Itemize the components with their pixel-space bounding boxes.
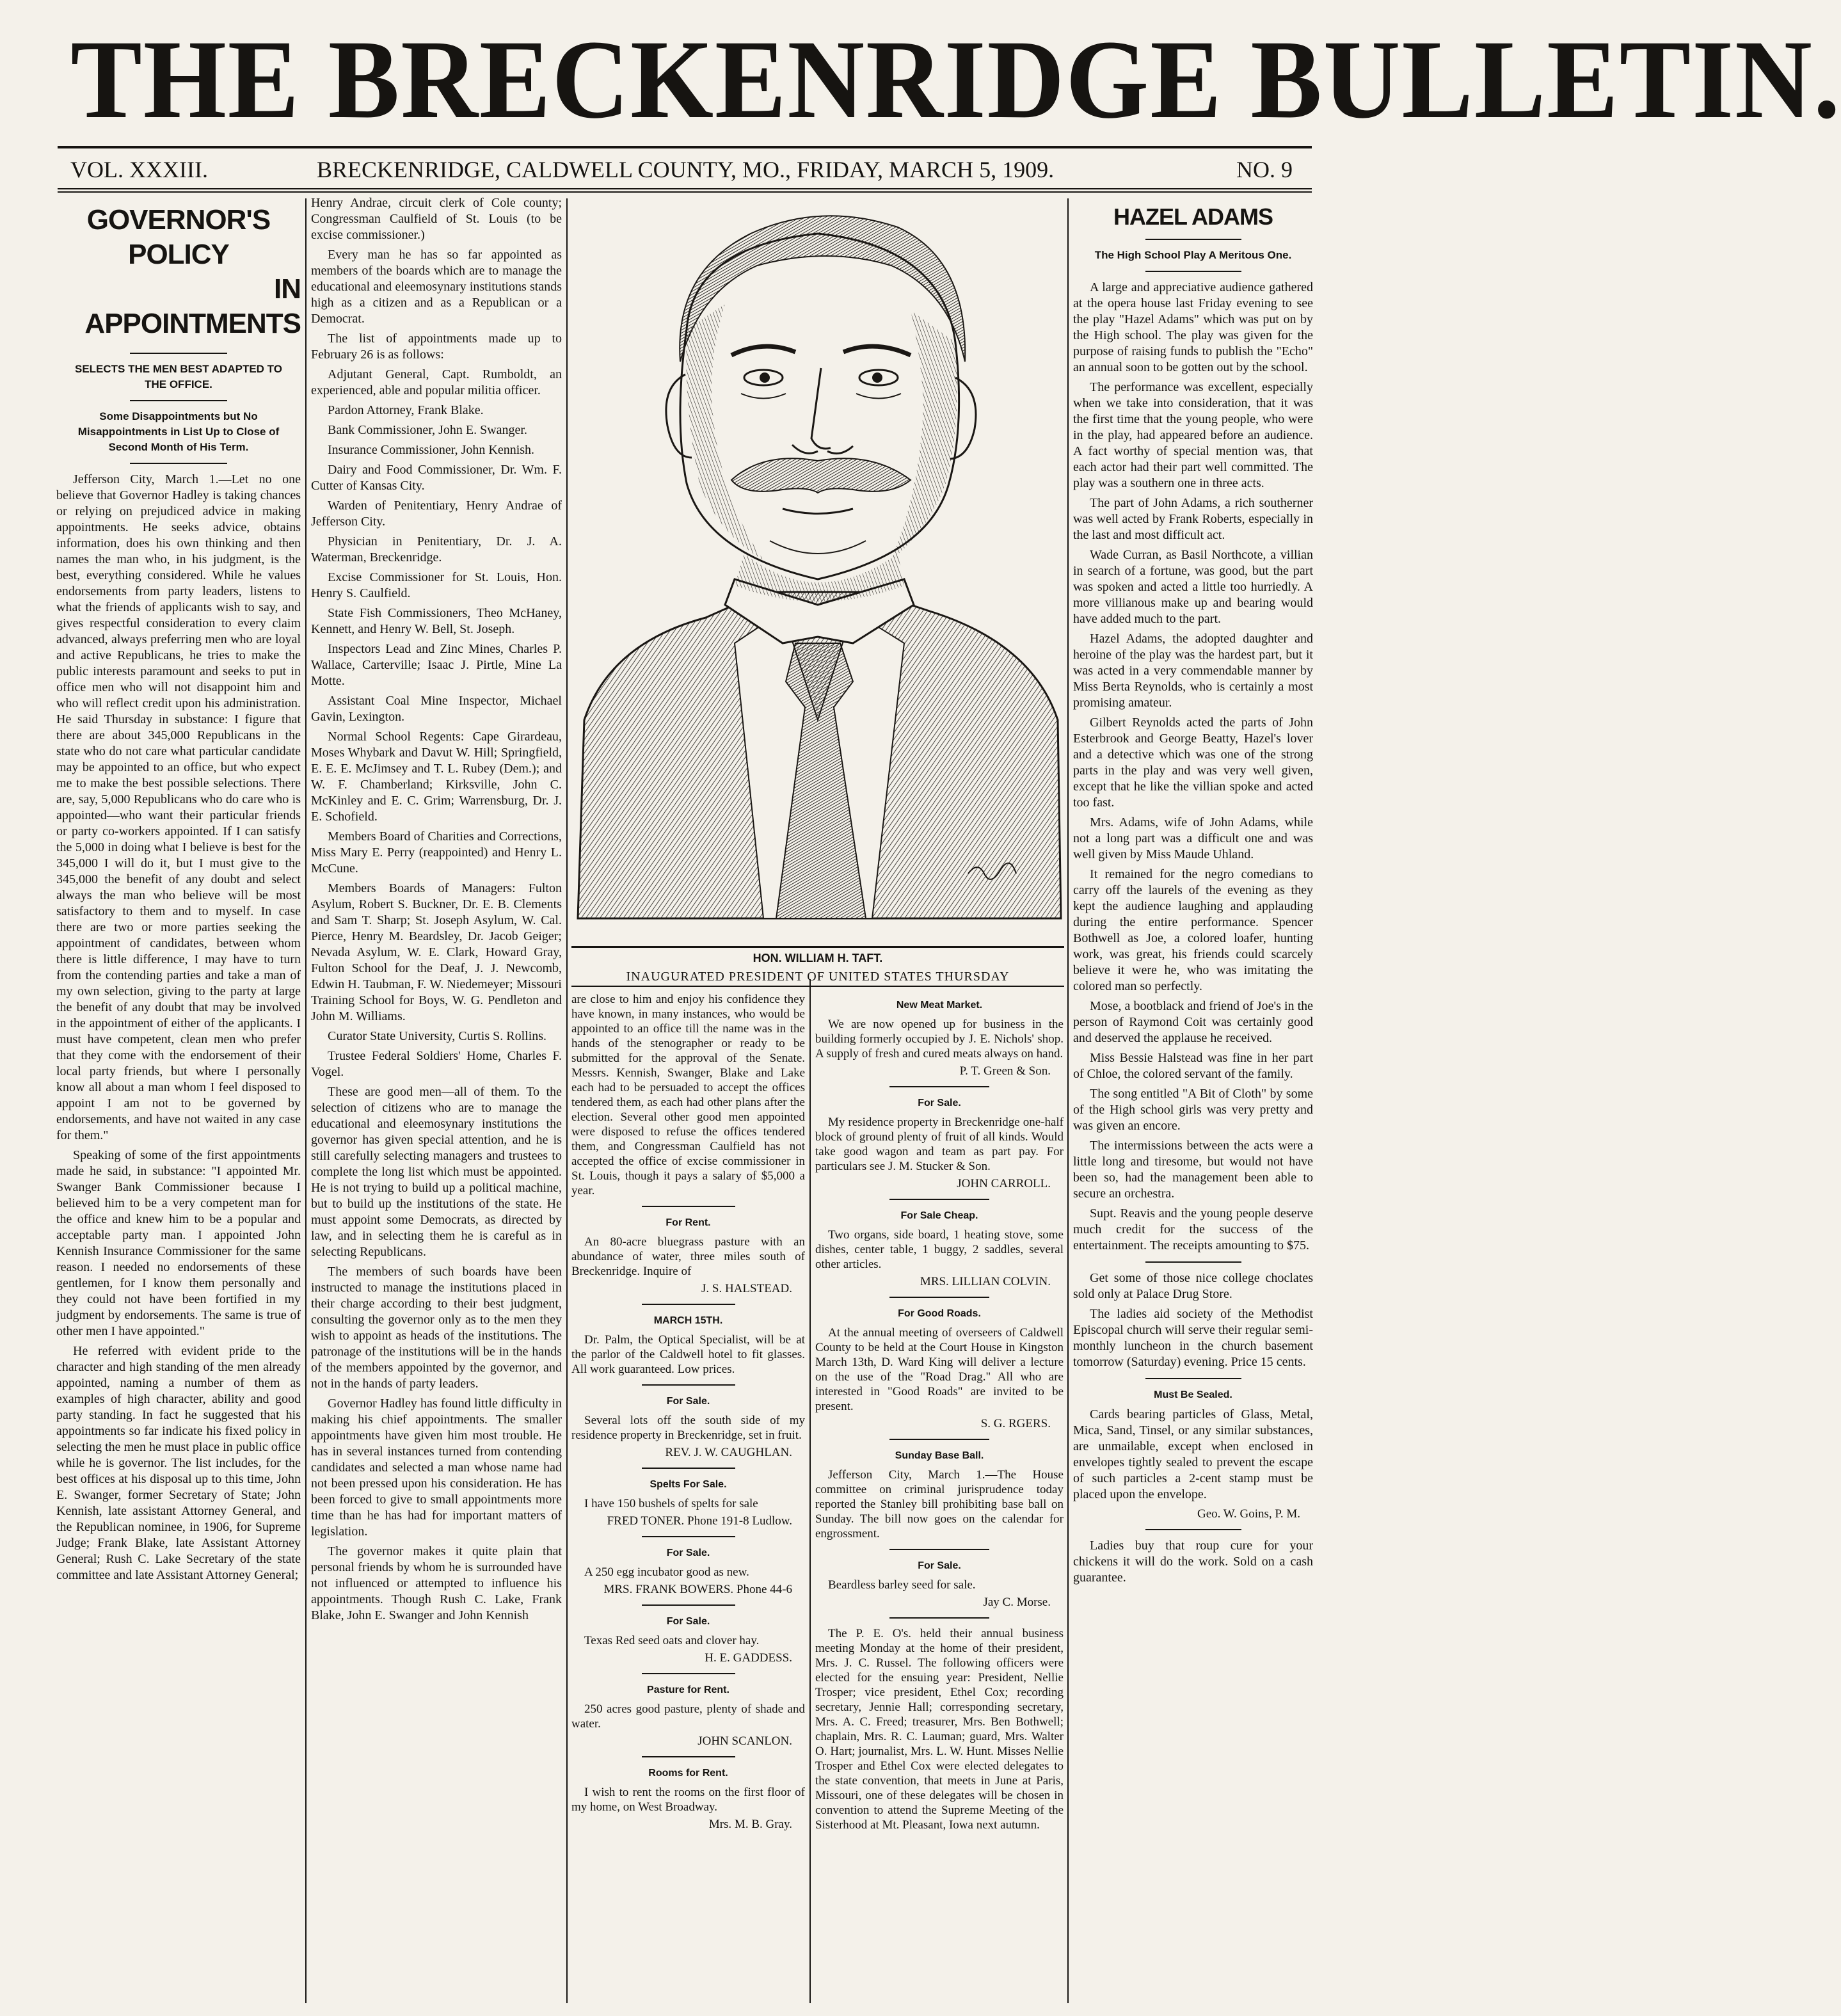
column-divider	[305, 198, 307, 2003]
article-paragraph: Mrs. Adams, wife of John Adams, while not a long part was a difficult one and was well given by Miss Maude Uhland.	[1073, 815, 1313, 861]
ad-heading: For Sale.	[918, 1098, 961, 1108]
subheadline: SELECTS THE MEN BEST ADAPTED TO THE OFFICE.	[75, 363, 282, 390]
ad-signature: JOHN CARROLL.	[957, 1177, 1051, 1190]
divider	[1145, 271, 1241, 272]
divider	[1145, 1261, 1241, 1263]
divider	[642, 1304, 735, 1305]
article-paragraph: Jefferson City, March 1.—Let no one believe that Governor Hadley is taking chances or relying on prejudiced advice in making appointments. He seeks advice, obtains information, does his own thinking and then names the man who, in his judgment, is the best, everything considered. While he values endorsements from party leaders, listens to what the friends of applicants wish to say, and gives respectful consideration to every claim advanced, always preferring men who are loyal and active Republicans, he tries to make the public interests paramount and seeks to put in office men who will not disappoint him and who will reflect credit upon his administration. He said Thursday in substance: I figure that there are about 345,000 Republicans in the state who do not care what particular candidate may be appointed to an office, but who expect me to make the best possible selections. There are, say, 5,000 Republicans who do care who is appointed—who want their particular friends or party co-workers appointed. If I can satisfy the 5,000 in doing what I believe is best for the 345,000 I will do it, but I must give to the 345,000 the benefit of any doubt and select always the man who believe will be most satisfactory to them and to myself. In case there are two or more parties seeking the appointment of candidates, between whom there is little difference, I may have to turn from the contending parties and take a man of my own selection, giving to the party at large the benefit of any doubt that may be involved in the appointment of either of the applicants. I must have competent, clean men who prefer that they come with the endorsement of their local party friends, but where I personally know all about a man whom I feel disposed to appoint I am not to be governed by endorsements, and have not waited in any case for them."	[56, 472, 301, 1142]
article-paragraph: Every man he has so far appointed as members of the boards which are to manage the educational and eleemosynary institutions stands high as a citizen and as a Republican or a Democrat.	[311, 248, 562, 326]
appointment-entry: State Fish Commissioners, Theo McHaney, Kennett, and Henry W. Bell, St. Joseph.	[311, 606, 562, 636]
ad-signature: MRS. FRANK BOWERS. Phone 44-6	[603, 1583, 792, 1596]
ad-body: We are now opened up for business in the building formerly occupied by J. E. Nichols' shop. A supply of fresh and cured meats always on hand.	[815, 1018, 1064, 1060]
article-paragraph: Supt. Reavis and the young people deserve much credit for the success of the entertainment. The receipts amounting to $75.	[1073, 1206, 1313, 1252]
ad-signature: Jay C. Morse.	[983, 1596, 1051, 1609]
column-divider	[566, 198, 568, 2003]
peo-meeting-item: The P. E. O's. held their annual business meeting Monday at the home of their president, Mrs. J. C. Russel. The following officers were elected for the ensuing year: President, Nellie Trosper; vice president, Ethel Cox; recording secretary, Jennie Hall; corresponding secretary, Mrs. A. C. Freed; treasurer, Mrs. Ben Bothwell; chaplain, Mrs. R. C. Lauman; guard, Mrs. Walter O. Hart; journalist, Mrs. L. W. Hunt. Misses Nellie Trosper and Ethel Cox were elected delegates to the state convention, that meets in June at Paris, Missouri, one of these delegates will be chosen in convention to attend the Supreme Meeting of the Sisterhood at Mt. Pleasant, Iowa next autumn.	[815, 1627, 1064, 1832]
ad-body: I have 150 bushels of spelts for sale	[584, 1497, 758, 1510]
volume-number: VOL. XXXIII.	[70, 157, 208, 182]
taft-portrait-engraving	[571, 195, 1064, 947]
issue-number: NO. 9	[1236, 157, 1293, 182]
appointment-entry: Normal School Regents: Cape Girardeau, Moses Whybark and Davut W. Hill; Springfield, E. E. E. McJimsey and T. L. Rubey (Dem.); and W. F. Chamberland; Kirksville, John C. McKinley and E. C. Grim; Warrensburg, Dr. J. E. Schofield.	[311, 730, 562, 824]
ad-heading: Pasture for Rent.	[647, 1684, 729, 1695]
ad-signature: P. T. Green & Son.	[959, 1064, 1051, 1078]
divider	[889, 1297, 989, 1298]
masthead-rule-top	[58, 146, 1312, 148]
appointment-entry: Trustee Federal Soldiers' Home, Charles F. Vogel.	[311, 1049, 562, 1079]
ad-heading: For Good Roads.	[898, 1308, 981, 1319]
column-classifieds-left	[571, 992, 805, 2003]
ad-signature: S. G. RGERS.	[980, 1417, 1051, 1430]
article-paragraph: These are good men—all of them. To the selection of citizens who are to manage the educational and eleemosynary institutions the governor has given special attention, and he is still carefully selecting managers and trustees to complete the long list which must be appointed. He is not trying to build up a political machine, but to build up the institutions of the state. He must appoint some Democrats, as directed by law, and in selecting them he is careful as in selecting Republicans.	[311, 1085, 562, 1259]
ad-body: Several lots off the south side of my residence property in Breckenridge, set in fruit.	[571, 1414, 805, 1442]
divider	[889, 1086, 989, 1087]
ad-body: Beardless barley seed for sale.	[828, 1578, 976, 1592]
appointment-entry: Pardon Attorney, Frank Blake.	[328, 403, 484, 417]
article-paragraph: The members of such boards have been instructed to manage the institutions placed in their charge according to their best judgment, consulting the governor only as to the men they wish to appoint as heads of the institutions. The patronage of the institutions will be in the hands of the members appointed by the governor, and not in the hands of party leaders.	[311, 1265, 562, 1391]
ad-signature: H. E. GADDESS.	[705, 1651, 792, 1665]
place-date: BRECKENRIDGE, CALDWELL COUNTY, MO., FRIDAY, MARCH 5, 1909.	[317, 157, 1055, 182]
caption-rule-bottom	[571, 986, 1064, 987]
article-paragraph: The intermissions between the acts were a little long and tiresome, but would not have been so, had the management been able to secure an orchestra.	[1073, 1139, 1313, 1201]
column-hazel-adams	[1073, 195, 1313, 2003]
ad-body: At the annual meeting of overseers of Caldwell County to be held at the Court House in Kingston March 13th, D. Ward King will deliver a lecture on the use of the "Road Drag." All who are interested in "Good Roads" are invited to be present.	[815, 1326, 1064, 1413]
appointment-entry: Dairy and Food Commissioner, Dr. Wm. F. Cutter of Kansas City.	[311, 463, 562, 493]
headline-line-2: IN APPOINTMENTS	[84, 273, 301, 339]
ad-signature: JOHN SCANLON.	[697, 1734, 792, 1748]
appointment-entry: Inspectors Lead and Zinc Mines, Charles P. Wallace, Carterville; Isaac J. Pirtle, Mine La Motte.	[311, 642, 562, 688]
appointment-entry: Bank Commissioner, John E. Swanger.	[328, 423, 527, 437]
divider	[1145, 1529, 1241, 1530]
divider	[889, 1439, 989, 1440]
local-item: Ladies buy that roup cure for your chickens it will do the work. Sold on a cash guarantee.	[1073, 1539, 1313, 1585]
ad-body: Texas Red seed oats and clover hay.	[584, 1634, 760, 1647]
divider	[130, 463, 228, 464]
ad-heading: For Sale.	[666, 1548, 710, 1558]
column-appointments-list	[311, 195, 562, 2003]
column-divider	[1067, 198, 1069, 2003]
article-paragraph: Speaking of some of the first appointments made he said, in substance: "I appointed Mr. Swanger Bank Commissioner because I believed him to be a very competent man for the office and knew him to be a popular and acceptable party man. I appointed John Kennish Insurance Commissioner for the same reason. I needed no endorsements of these gentlemen, for I know them personally and they could not have been fortified in my judgment by endorsements. The same is true of other men I have appointed."	[56, 1148, 301, 1338]
headline: HAZEL ADAMS	[1113, 204, 1273, 230]
divider	[642, 1384, 735, 1386]
appointment-entry: Excise Commissioner for St. Louis, Hon. Henry S. Caulfield.	[311, 570, 562, 600]
article-paragraph: Wade Curran, as Basil Northcote, a villian in search of a fortune, was good, but the part was spoken and acted a little too hurriedly. A more villianous make up and bearing would have added much to the part.	[1073, 548, 1313, 626]
subheadline: The High School Play A Meritous One.	[1094, 249, 1292, 261]
ad-signature: REV. J. W. CAUGHLAN.	[665, 1446, 792, 1459]
article-paragraph: are close to him and enjoy his confidence they have known, in many instances, who would be appointed to an office till the name was in the hands of the stenographer or ready to be submitted for the approval of the Senate. Messrs. Kennish, Swanger, Blake and Lake each had to be persuaded to accept the offices tendered them, as each had other plans after the election. Several other good men appointed were disposed to refuse the offices tendered them, and Congressman Caulfield has not accepted the office of excise commissioner in St. Louis, though it pays a salary of $5,000 a year.	[571, 993, 805, 1197]
appointment-entry: Members Boards of Managers: Fulton Asylum, Robert S. Buckner, Dr. E. B. Clements and Sam T. Sharp; St. Joseph Asylum, W. Cal. Pierce, Henry M. Beardsley, Dr. Jacob Geiger; Nevada Asylum, W. E. Clark, Howard Gray, Fulton School for the Deaf, J. J. Newcomb, Edwin H. Taubman, F. W. Niedemeyer; Missouri Training School for Boys, W. G. Pendleton and John M. Williams.	[311, 881, 562, 1023]
column-classifieds-right	[815, 992, 1064, 2003]
headline-line-1: GOVERNOR'S POLICY	[86, 204, 271, 270]
ad-body: My residence property in Breckenridge one-half block of ground plenty of fruit of all kinds. Would take good wagon and team as part pay. For particulars see J. M. Stucker & Son.	[815, 1116, 1064, 1173]
ad-heading: Sunday Base Ball.	[895, 1450, 984, 1461]
ad-heading: For Sale.	[666, 1396, 710, 1407]
appointment-entry: Physician in Penitentiary, Dr. J. A. Waterman, Breckenridge.	[311, 534, 562, 564]
masthead-rule-bottom	[58, 188, 1312, 189]
local-item: The ladies aid society of the Methodist Episcopal church will serve their regular semi-monthly luncheon in the church basement tomorrow (Saturday) evening. Price 15 cents.	[1073, 1307, 1313, 1369]
divider	[889, 1199, 989, 1200]
portrait-caption	[571, 950, 1064, 985]
divider	[1145, 1378, 1241, 1379]
ad-heading: For Rent.	[665, 1217, 711, 1228]
divider	[1145, 239, 1241, 240]
article-paragraph: The song entitled "A Bit of Cloth" by some of the High school girls was very pretty and was given an encore.	[1073, 1087, 1313, 1133]
masthead	[38, 17, 1841, 142]
divider	[130, 353, 228, 354]
divider	[889, 1549, 989, 1550]
article-paragraph: He referred with evident pride to the character and high standing of the men already appointed, naming a number of them as examples of high character, ability and good party standing. In fact he suggested that his appointments so far indicate his fixed policy in selecting the men he must place in public office while he is governor. The list includes, for the best offices at his disposal up to this time, John E. Swanger, former Secretary of State; John Kennish, late assistant Attorney General, and the Republican nominee, in 1906, for Supreme Judge; Frank Blake, late Assistant Attorney General; Rush C. Lake Secretary of the state committee and late Assistant Attorney General;	[56, 1344, 301, 1582]
appointment-entry: Warden of Penitentiary, Henry Andrae of Jefferson City.	[311, 499, 562, 529]
article-paragraph: Henry Andrae, circuit clerk of Cole county; Congressman Caulfield of St. Louis (to be excise commissioner.)	[311, 196, 562, 242]
article-paragraph: Gilbert Reynolds acted the parts of John Esterbrook and George Beatty, Hazel's lover and a detective which was one of the strong parts in the play and was very well given, except that he like the villian spoke and acted too fast.	[1073, 716, 1313, 810]
ad-signature: J. S. HALSTEAD.	[701, 1282, 792, 1295]
ad-signature: MRS. LILLIAN COLVIN.	[920, 1275, 1051, 1288]
divider	[642, 1604, 735, 1606]
ad-heading: New Meat Market.	[896, 1000, 983, 1011]
article-paragraph: It remained for the negro comedians to carry off the laurels of the evening as they kept the audience laughing and applauding during the entire performance. Spencer Bothwell as Joe, a colored loafer, hunting work, was great, his friends could scarcely believe it were he, who was imitating the colored man so perfectly.	[1073, 867, 1313, 993]
divider	[642, 1756, 735, 1757]
article-paragraph: Governor Hadley has found little difficulty in making his chief appointments. The smaller appointments have given him most trouble. He has in several instances turned from contending candidates and selected a man whose name had not been pressed upon his consideration. He has been forced to give to small appointments more time than he has had for important matters of legislation.	[311, 1396, 562, 1539]
article-paragraph: The governor makes it quite plain that personal friends by whom he is surrounded have not influenced or attempted to influence his appointments. Though Rush C. Lake, Frank Blake, John E. Swanger and John Kennish	[311, 1544, 562, 1622]
dateline	[64, 156, 1299, 187]
ad-heading: MARCH 15TH.	[653, 1315, 723, 1326]
appointment-entry: Assistant Coal Mine Inspector, Michael Gavin, Lexington.	[311, 694, 562, 724]
article-paragraph: The list of appointments made up to February 26 is as follows:	[311, 332, 562, 362]
article-paragraph: Miss Bessie Halstead was fine in her part of Chloe, the colored servant of the family.	[1073, 1051, 1313, 1081]
divider	[642, 1673, 735, 1674]
appointment-entry: Curator State University, Curtis S. Rollins.	[328, 1029, 547, 1043]
divider	[642, 1468, 735, 1469]
appointment-entry: Insurance Commissioner, John Kennish.	[328, 443, 535, 457]
ad-heading: For Sale.	[666, 1616, 710, 1627]
subheadline-deck: Some Disappointments but No Misappointments in List Up to Close of Second Month of His Term.	[77, 410, 280, 453]
article-paragraph: Mose, a bootblack and friend of Joe's in the person of Raymond Coit was certainly good and deserved the applause he received.	[1073, 999, 1313, 1045]
divider	[130, 400, 228, 401]
article-paragraph: The part of John Adams, a rich southerner was well acted by Frank Roberts, especially in the last and most difficult act.	[1073, 496, 1313, 542]
caption-subtitle: INAUGURATED PRESIDENT OF UNITED STATES THURSDAY	[626, 970, 1010, 984]
ad-body: Two organs, side board, 1 heating stove, some dishes, center table, 1 buggy, 2 saddles, several other articles.	[815, 1228, 1064, 1271]
ad-heading: For Sale Cheap.	[900, 1210, 978, 1221]
article-paragraph: A large and appreciative audience gathered at the opera house last Friday evening to see the play "Hazel Adams" which was put on by the High school. The play was given for the purpose of raising funds to publish the "Echo" an annual soon to be gotten out by the school.	[1073, 280, 1313, 374]
article-paragraph: The performance was excellent, especially when we take into consideration, that it was the first time that the young people, who were in the play, had appeared before an audience. A fact worthy of special mention was, that each actor had their part well committed. The play was a southern one in three acts.	[1073, 380, 1313, 490]
ad-signature: Mrs. M. B. Gray.	[708, 1818, 792, 1831]
local-item: Get some of those nice college choclates sold only at Palace Drug Store.	[1073, 1271, 1313, 1301]
notice-heading: Must Be Sealed.	[1154, 1389, 1232, 1400]
article-paragraph: Hazel Adams, the adopted daughter and heroine of the play was the hardest part, but it was acted in a very commendable manner by Miss Berta Reynolds, who is certainly a most promising amateur.	[1073, 632, 1313, 710]
notice-body: Cards bearing particles of Glass, Metal, Mica, Sand, Tinsel, or any similar substances, are unmailable, except when enclosed in envelopes tightly sealed to prevent the escape of such particles a 2-cent stamp must be placed upon the envelope.	[1073, 1407, 1313, 1501]
caption-rule	[571, 946, 1064, 948]
divider	[642, 1536, 735, 1537]
appointment-entry: Members Board of Charities and Corrections, Miss Mary E. Perry (reappointed) and Henry L. McCune.	[311, 829, 562, 876]
appointment-entry: Adjutant General, Capt. Rumboldt, an experienced, able and popular militia officer.	[311, 367, 562, 397]
divider	[642, 1206, 735, 1207]
ad-body: 250 acres good pasture, plenty of shade and water.	[571, 1702, 805, 1731]
notice-signature: Geo. W. Goins, P. M.	[1197, 1507, 1300, 1521]
ad-body: Dr. Palm, the Optical Specialist, will be at the parlor of the Caldwell hotel to fit glasses. All work guaranteed. Low prices.	[571, 1333, 805, 1376]
ad-body: I wish to rent the rooms on the first floor of my home, on West Broadway.	[571, 1786, 805, 1814]
ad-body: Jefferson City, March 1.—The House committee on criminal jurisprudence today reported the Stanley bill prohibiting base ball on Sunday. The bill now goes on the calendar for engrossment.	[815, 1468, 1064, 1540]
ad-heading: For Sale.	[918, 1560, 961, 1571]
newspaper-title: THE BRECKENRIDGE BULLETIN.	[70, 17, 1841, 142]
column-divider	[809, 979, 811, 2003]
ad-body: An 80-acre bluegrass pasture with an abundance of water, three miles south of Breckenridge. Inquire of	[571, 1235, 805, 1278]
ad-body: A 250 egg incubator good as new.	[584, 1565, 749, 1579]
column-governor-policy	[56, 195, 301, 2003]
ad-heading: Rooms for Rent.	[648, 1768, 728, 1779]
caption-name: HON. WILLIAM H. TAFT.	[753, 952, 883, 964]
divider	[889, 1617, 989, 1619]
masthead-rule-bottom-2	[58, 191, 1312, 193]
ad-heading: Spelts For Sale.	[650, 1479, 727, 1490]
ad-signature: FRED TONER. Phone 191-8 Ludlow.	[607, 1514, 792, 1528]
